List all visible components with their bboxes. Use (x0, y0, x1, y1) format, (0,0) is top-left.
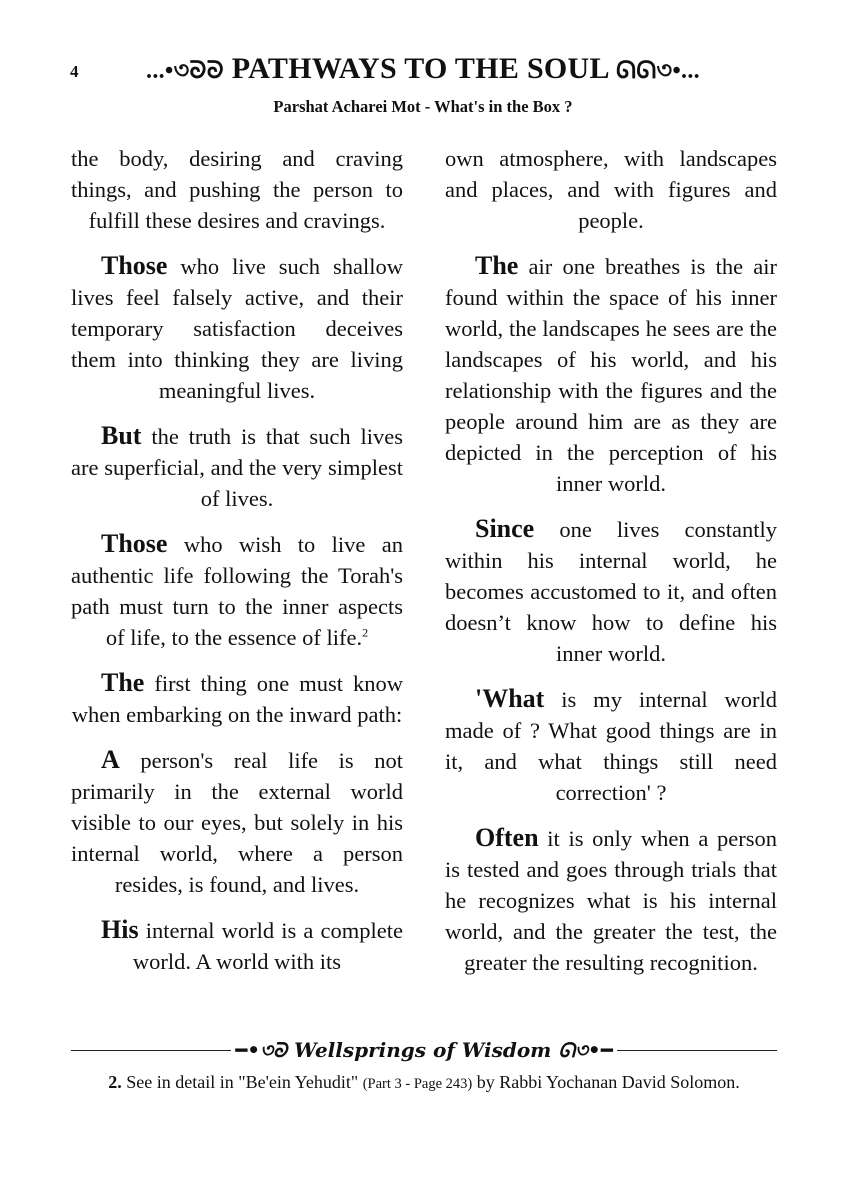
paragraph-lead-word: A (101, 745, 120, 774)
header-ornament-right: ᘏᘏ৩•... (616, 58, 700, 84)
paragraph-text: who live such shallow lives feel falsely active, and their temporary satisfaction deceives them into thinking they are living meaningful lives. (71, 254, 403, 403)
paragraph-text: one lives constantly within his internal world, he becomes accustomed to it, and often doesn’t know how to define his inner world. (445, 517, 777, 666)
paragraph (71, 250, 403, 406)
paragraph-text: person's real life is not primarily in the external world visible to our eyes, but solely in his internal world, where a person resides, is found, and lives. (71, 748, 403, 897)
page-header-title (128, 52, 718, 92)
paragraph-text: the truth is that such lives are superficial, and the very simplest of lives. (71, 424, 403, 511)
paragraph-lead-word: The (101, 668, 145, 697)
paragraph-text: own atmosphere, with landscapes and places, and with figures and people. (445, 146, 777, 233)
footnote-citation: (Part 3 - Page 243) (362, 1076, 473, 1092)
paragraph-lead-word: Those (101, 251, 168, 280)
paragraph-text: internal world is a complete world. A world with its (132, 918, 403, 974)
paragraph (71, 420, 403, 514)
paragraph-text: it is only when a person is tested and goes through trials that he recognizes what is his internal world, and the greater the test, the greater the resulting recognition. (445, 826, 777, 975)
paragraph-lead-word: But (101, 421, 142, 450)
paragraph (71, 914, 403, 977)
paragraph-lead-word: Since (475, 514, 535, 543)
paragraph (71, 528, 403, 653)
paragraph-lead-word: The (475, 251, 519, 280)
paragraph-text: the body, desiring and craving things, and pushing the person to fulfill these desires and cravings. (71, 146, 403, 233)
footnote-text-end: by Rabbi Yochanan David Solomon. (472, 1072, 740, 1092)
divider-label (71, 1037, 777, 1063)
paragraph (445, 683, 777, 808)
right-column (445, 143, 777, 992)
footer-divider (71, 1037, 777, 1063)
running-title: PATHWAYS TO THE SOUL (231, 52, 609, 85)
page-number: 4 (70, 62, 79, 81)
paragraph (71, 744, 403, 900)
paragraph (71, 143, 403, 236)
footnote-text: See in detail in "Be'ein Yehudit" (121, 1072, 363, 1092)
paragraph-lead-word: Those (101, 529, 168, 558)
paragraph (71, 667, 403, 730)
paragraph-lead-word: 'What (475, 684, 545, 713)
footnote-reference: 2 (362, 625, 369, 640)
paragraph (445, 143, 777, 236)
footnote-number: 2. (108, 1072, 122, 1092)
paragraph-lead-word: His (101, 915, 139, 944)
paragraph-lead-word: Often (475, 823, 539, 852)
paragraph (445, 513, 777, 669)
paragraph-text: who wish to live an authentic life following the Torah's path must turn to the inner aspects of life, to the essence of life. (71, 532, 403, 650)
divider-ornament-left: ━•৩ᘐ (235, 1038, 288, 1062)
paragraph (445, 822, 777, 978)
chapter-subtitle: Parshat Acharei Mot - What's in the Box ? (273, 97, 573, 116)
header-ornament-left: ...•৩ᘐᘐ (146, 58, 224, 84)
paragraph (445, 250, 777, 499)
divider-ornament-right: ᘏ৩•━ (558, 1038, 613, 1062)
paragraph-text: air one breathes is the air found within the space of his inner world, the landscapes he sees are the landscapes of his world, and his relationship with the figures and the people around him are as they are depicted in the perception of his inner world. (445, 254, 777, 496)
footnote (71, 1070, 777, 1097)
left-column (71, 143, 403, 991)
paragraph-text: is my internal world made of ? What good things are in it, and what things still need correction' ? (445, 687, 777, 805)
paragraph-text: first thing one must know when embarking on the inward path: (71, 671, 403, 727)
divider-text: Wellsprings of Wisdom (294, 1038, 552, 1062)
